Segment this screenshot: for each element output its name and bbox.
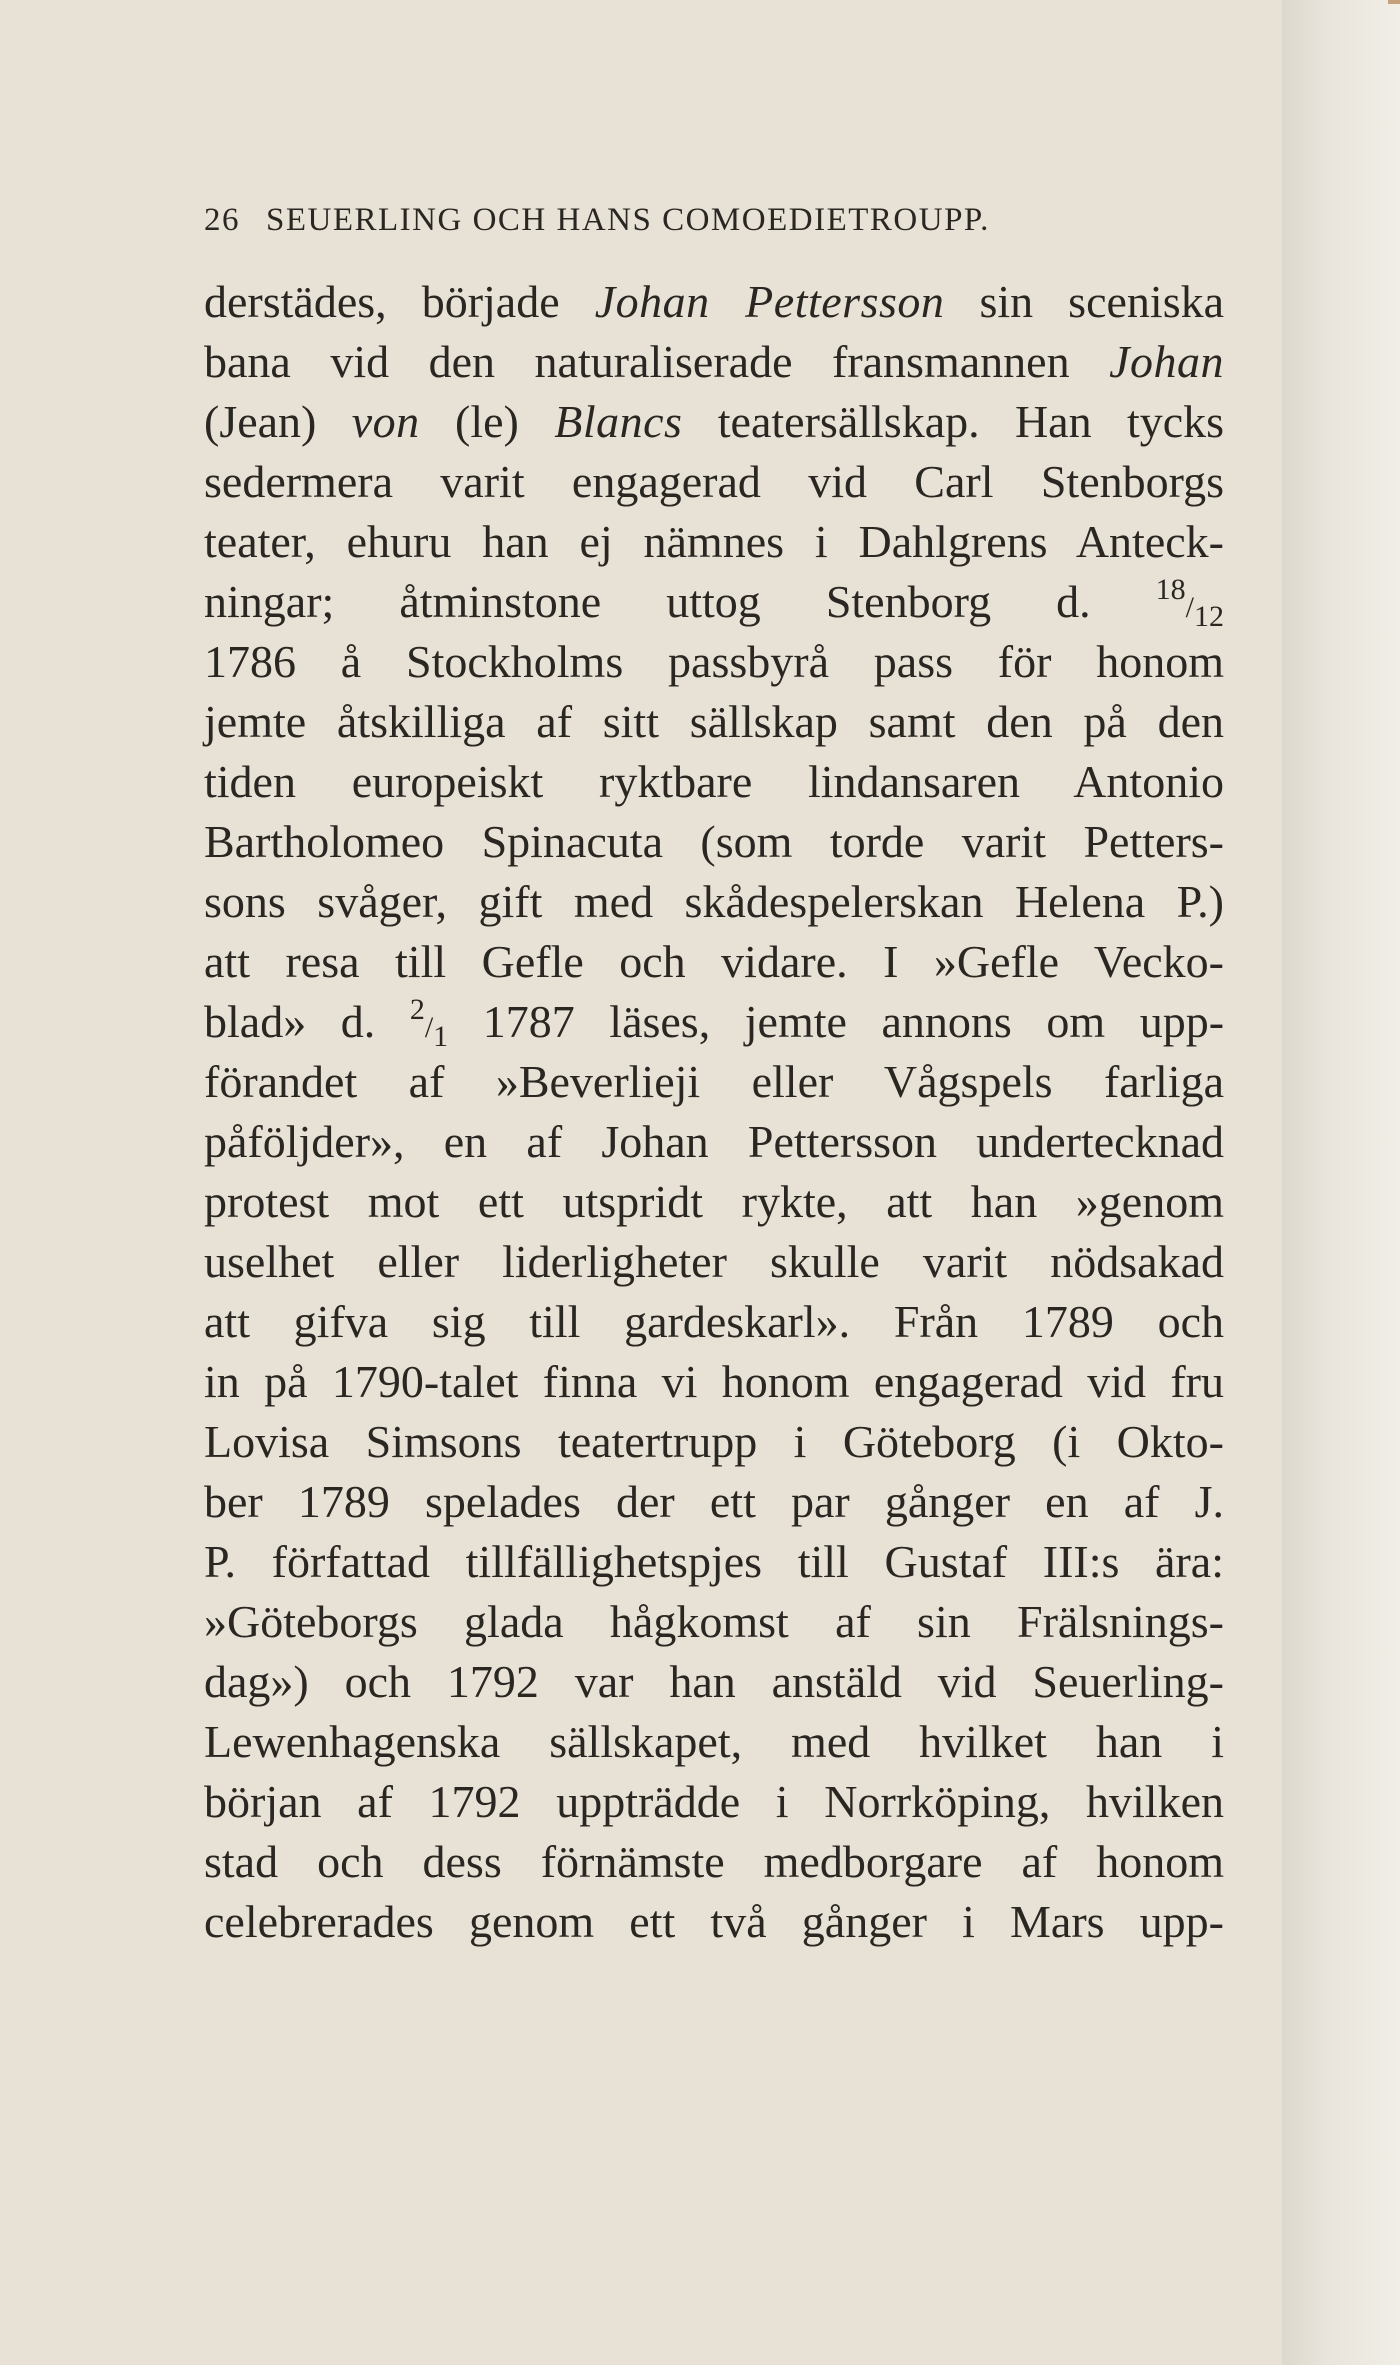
text-line: början af 1792 uppträdde i Norrköping, hvilken bbox=[204, 1776, 1224, 1827]
running-title: SEUERLING OCH HANS COMOEDIETROUPP. bbox=[266, 202, 990, 238]
text-line: påföljder», en af Johan Pettersson undertecknad bbox=[204, 1116, 1224, 1167]
text-line: Bartholomeo Spinacuta (som torde varit Petters- bbox=[204, 816, 1224, 867]
text-line: att gifva sig till gardeskarl». Från 1789 och bbox=[204, 1296, 1224, 1347]
text-line: tiden europeiskt ryktbare lindansaren Antonio bbox=[204, 756, 1224, 807]
text-line: att resa till Gefle och vidare. I »Gefle Vecko- bbox=[204, 936, 1224, 987]
text-line: celebrerades genom ett två gånger i Mars upp- bbox=[204, 1896, 1224, 1947]
text-line: protest mot ett utspridt rykte, att han »genom bbox=[204, 1176, 1224, 1227]
text-line: sedermera varit engagerad vid Carl Stenborgs bbox=[204, 456, 1224, 507]
text-line: P. författad tillfällighetspjes till Gustaf III:s ära: bbox=[204, 1536, 1224, 1587]
running-header bbox=[204, 202, 990, 239]
text-line: uselhet eller liderligheter skulle varit nödsakad bbox=[204, 1236, 1224, 1287]
text-line: blad» d. $^2/_1$ 1787 läses, jemte annons om upp- bbox=[204, 993, 1225, 1053]
text-line: stad och dess förnämste medborgare af honom bbox=[204, 1836, 1224, 1887]
text-line: ningar; åtminstone uttog Stenborg d. $^{18}/_{12}$ bbox=[204, 573, 1225, 633]
text-line: teater, ehuru han ej nämnes i Dahlgrens Anteck- bbox=[204, 516, 1224, 567]
italic-name: Johan Pettersson bbox=[594, 276, 945, 327]
date-fraction: $^{18}/_{12}$ bbox=[1155, 573, 1225, 633]
text-line: (Jean) von (le) Blancs teatersällskap. Han tycks bbox=[204, 396, 1225, 447]
text-line: 1786 å Stockholms passbyrå pass för honom bbox=[204, 636, 1224, 687]
text-line: in på 1790-talet finna vi honom engagerad vid fru bbox=[204, 1356, 1224, 1407]
text-line: Lewenhagenska sällskapet, med hvilket han i bbox=[204, 1716, 1224, 1767]
italic-name: Johan bbox=[1109, 336, 1224, 387]
text-line: dag») och 1792 var han anstäld vid Seuerling- bbox=[204, 1656, 1224, 1707]
edge-mark bbox=[1388, 0, 1400, 4]
text-line: bana vid den naturaliserade fransmannen Johan bbox=[204, 336, 1224, 387]
text-line: jemte åtskilliga af sitt sällskap samt den på den bbox=[204, 696, 1224, 747]
italic-name: Blancs bbox=[554, 396, 683, 447]
page-edge bbox=[1282, 0, 1400, 2365]
text-line: Lovisa Simsons teatertrupp i Göteborg (i Okto- bbox=[204, 1416, 1224, 1467]
text-line: sons svåger, gift med skådespelerskan Helena P.) bbox=[204, 876, 1224, 927]
body-text bbox=[204, 272, 1224, 1952]
text-line: ber 1789 spelades der ett par gånger en af J. bbox=[204, 1476, 1224, 1527]
text-line: derstädes, började Johan Pettersson sin sceniska bbox=[204, 276, 1225, 327]
page-number: 26 bbox=[204, 202, 240, 238]
text-line: »Göteborgs glada hågkomst af sin Frälsnings- bbox=[204, 1596, 1224, 1647]
italic-name: von bbox=[351, 396, 420, 447]
date-fraction: $^2/_1$ bbox=[409, 993, 449, 1053]
text-line: förandet af »Beverlieji eller Vågspels farliga bbox=[204, 1056, 1224, 1107]
